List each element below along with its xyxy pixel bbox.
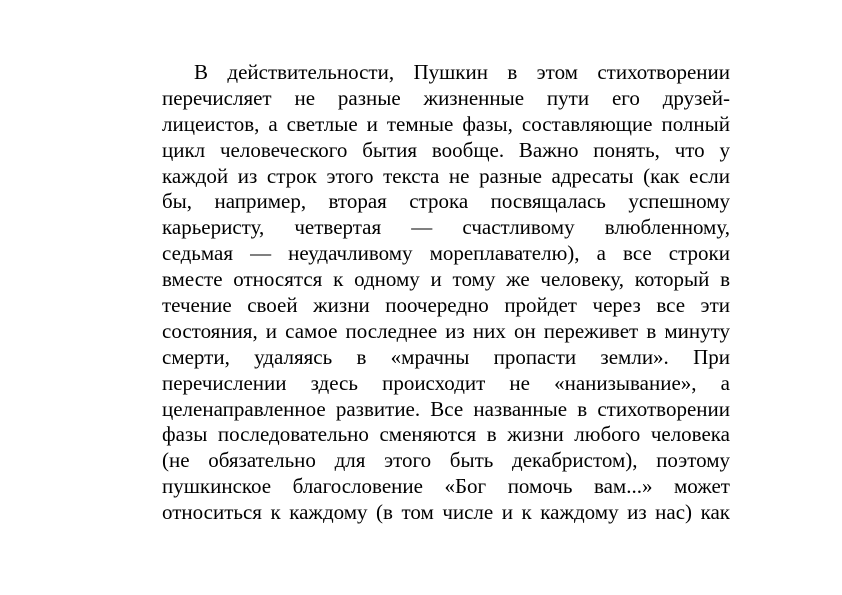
- text-line: каждой из строк этого текста не разные адресаты (как если: [162, 163, 730, 188]
- text-line: В действительности, Пушкин в этом стихотворении: [194, 60, 730, 84]
- text-line: вместе относятся к одному и тому же человеку, который в: [162, 267, 730, 292]
- text-line: карьеристу, четвертая — счастливому влюбленному,: [162, 215, 730, 240]
- paragraph: [162, 60, 730, 526]
- text-line: (не обязательно для этого быть декабристом), поэтому: [162, 448, 730, 473]
- text-line: состояния, и самое последнее из них он переживет в минуту: [162, 318, 730, 343]
- text-line: пушкинское благословение «Бог помочь вам...» может: [162, 474, 730, 499]
- text-line: перечисляет не разные жизненные пути его друзей-: [162, 85, 730, 110]
- text-line: бы, например, вторая строка посвящалась успешному: [162, 189, 730, 214]
- text-line: седьмая — неудачливому мореплавателю), а все строки: [162, 241, 730, 266]
- text-line: перечислении здесь происходит не «нанизывание», а: [162, 370, 730, 395]
- text-line: смерти, удаляясь в «мрачны пропасти земли». При: [162, 344, 730, 369]
- text-line: относиться к каждому (в том числе и к каждому из нас) как: [162, 500, 730, 525]
- text-line: цикл человеческого бытия вообще. Важно понять, что у: [162, 137, 730, 162]
- text-line: течение своей жизни поочередно пройдет через все эти: [162, 293, 730, 318]
- text-line: лицеистов, а светлые и темные фазы, составляющие полный: [162, 111, 730, 136]
- text-line: целенаправленное развитие. Все названные в стихотворении: [162, 396, 730, 421]
- text-line: фазы последовательно сменяются в жизни любого человека: [162, 422, 730, 447]
